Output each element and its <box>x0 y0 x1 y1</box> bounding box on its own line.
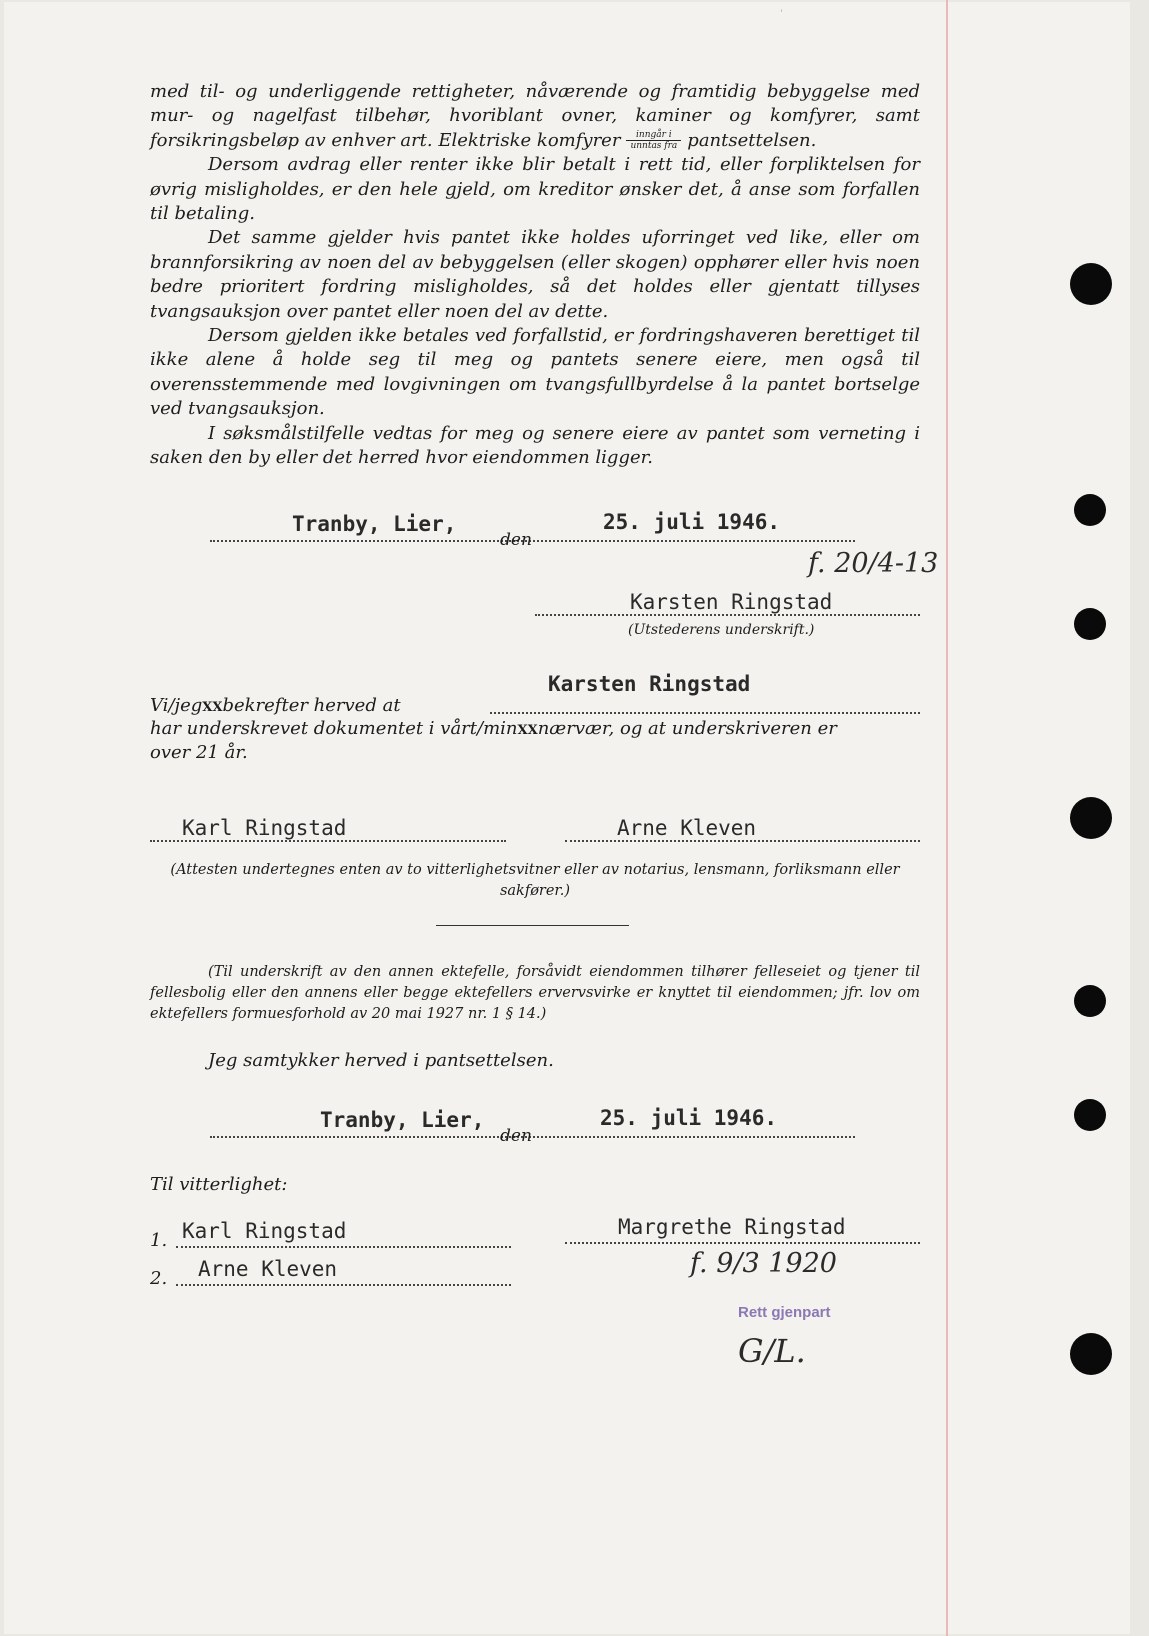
paragraph: Dersom gjelden ikke betales ved forfallstid, er fordringshaveren berettiget til ikke alene å holde seg til meg og pantets senere eiere, men også til overensstemmende med lovgivningen om tvangsfullbyrdelse å la pantet bortselge ved tvangsauksjon. <box>150 325 920 420</box>
paragraph: Dersom avdrag eller renter ikke blir betalt i rett tid, eller forpliktelsen for øvrig misligholdes, er den hele gjeld, om kreditor ønsker det, å anse som forfallen til betaling. <box>150 154 920 225</box>
punch-hole <box>1070 263 1112 305</box>
date-line-2 <box>210 1136 855 1138</box>
spouse-note: (Til underskrift av den annen ektefelle, forsåvidt eiendommen tilhører felleseiet og tjener til fellesbolig eller den annens eller begge ektefellers ervervsvirke er knyttet til eiendommen; jfr. lov om ektefellers formuesforhold av 20 mai 1927 nr. 1 § 14.) <box>150 964 920 1022</box>
spouse-signature-line <box>565 1242 920 1244</box>
attest-note: (Attesten undertegnes enten av to vitterlighetsvitner eller av notarius, lensmann, forliksmann eller sakfører.) <box>170 862 900 899</box>
initials: G/L. <box>738 1332 806 1370</box>
attest-line-1: Vi/jegXXbekrefter herved at <box>150 695 401 716</box>
witness-heading: Til vitterlighet: <box>150 1174 288 1195</box>
issuer-signature: Karsten Ringstad <box>630 590 833 614</box>
paragraph: Det samme gjelder hvis pantet ikke holdes uforringet ved like, eller om brannforsikring av noen del av bebyggelsen (eller skogen) opphører eller hvis noen bedre prioritert fordring misligholdes, så det holdes eller gjentatt tillyses tvangsauksjon over pantet eller noen del av dette. <box>150 227 920 322</box>
margin-line <box>946 0 948 1636</box>
date-1: 25. juli 1946. <box>603 510 781 534</box>
witness-left-signature: Karl Ringstad <box>182 816 347 840</box>
punch-hole <box>1074 1099 1106 1131</box>
witness-2-signature: Arne Kleven <box>198 1257 338 1281</box>
date-2: 25. juli 1946. <box>600 1106 778 1130</box>
page-mark: ˈ <box>780 8 784 21</box>
date-line-1 <box>210 540 855 542</box>
attest-line-3: over 21 år. <box>150 742 248 763</box>
witness-1-signature: Karl Ringstad <box>182 1219 347 1243</box>
punch-hole <box>1074 985 1106 1017</box>
issuer-caption: (Utstederens underskrift.) <box>628 622 815 638</box>
birth-note-2: f. 9/3 1920 <box>690 1248 837 1279</box>
attest-name-line <box>490 712 920 714</box>
consent-text: Jeg samtykker herved i pantsettelsen. <box>208 1050 554 1071</box>
punch-hole <box>1070 1333 1112 1375</box>
punch-hole <box>1070 797 1112 839</box>
attest-line-2: har underskrevet dokumentet i vårt/minXXnærvær, og at underskriveren er <box>150 718 837 739</box>
witness-1-line <box>176 1246 511 1248</box>
place-2: Tranby, Lier, <box>320 1108 485 1132</box>
den-label-2: den <box>500 1126 532 1146</box>
witness-number-2: 2. <box>150 1268 168 1289</box>
separator-rule <box>436 925 629 926</box>
paragraph: I søksmålstilfelle vedtas for meg og senere eiere av pantet som verneting i saken den by eller det herred hvor eiendommen ligger. <box>150 422 920 469</box>
issuer-signature-line <box>535 614 920 616</box>
den-label-1: den <box>500 530 532 550</box>
paragraph: med til- og underliggende rettigheter, nåværende og framtidig bebyggelse med mur- og nagelfast tilbehør, hvoriblant ovner, kaminer og komfyrer, samt forsikringsbeløp av enhver art. Elektriske komfyrer $\frac{\text{inngår i}}{\text{unntas fra}}$ pantsettelsen. <box>150 81 920 152</box>
punch-hole <box>1074 608 1106 640</box>
witness-right-line <box>565 840 920 842</box>
body-text <box>150 80 920 471</box>
place-1: Tranby, Lier, <box>292 512 457 536</box>
witness-right-signature: Arne Kleven <box>617 816 757 840</box>
witness-number-1: 1. <box>150 1230 168 1251</box>
spouse-signature: Margrethe Ringstad <box>618 1215 846 1239</box>
copy-stamp: Rett gjenpart <box>738 1304 831 1321</box>
witness-2-line <box>176 1284 511 1286</box>
attest-name: Karsten Ringstad <box>548 672 751 696</box>
birth-note-1: f. 20/4-13 <box>808 548 939 579</box>
punch-hole <box>1074 494 1106 526</box>
fraction: $\frac{\text{inngår i}}{\text{unntas fra}}$ <box>626 130 681 151</box>
witness-left-line <box>150 840 506 842</box>
